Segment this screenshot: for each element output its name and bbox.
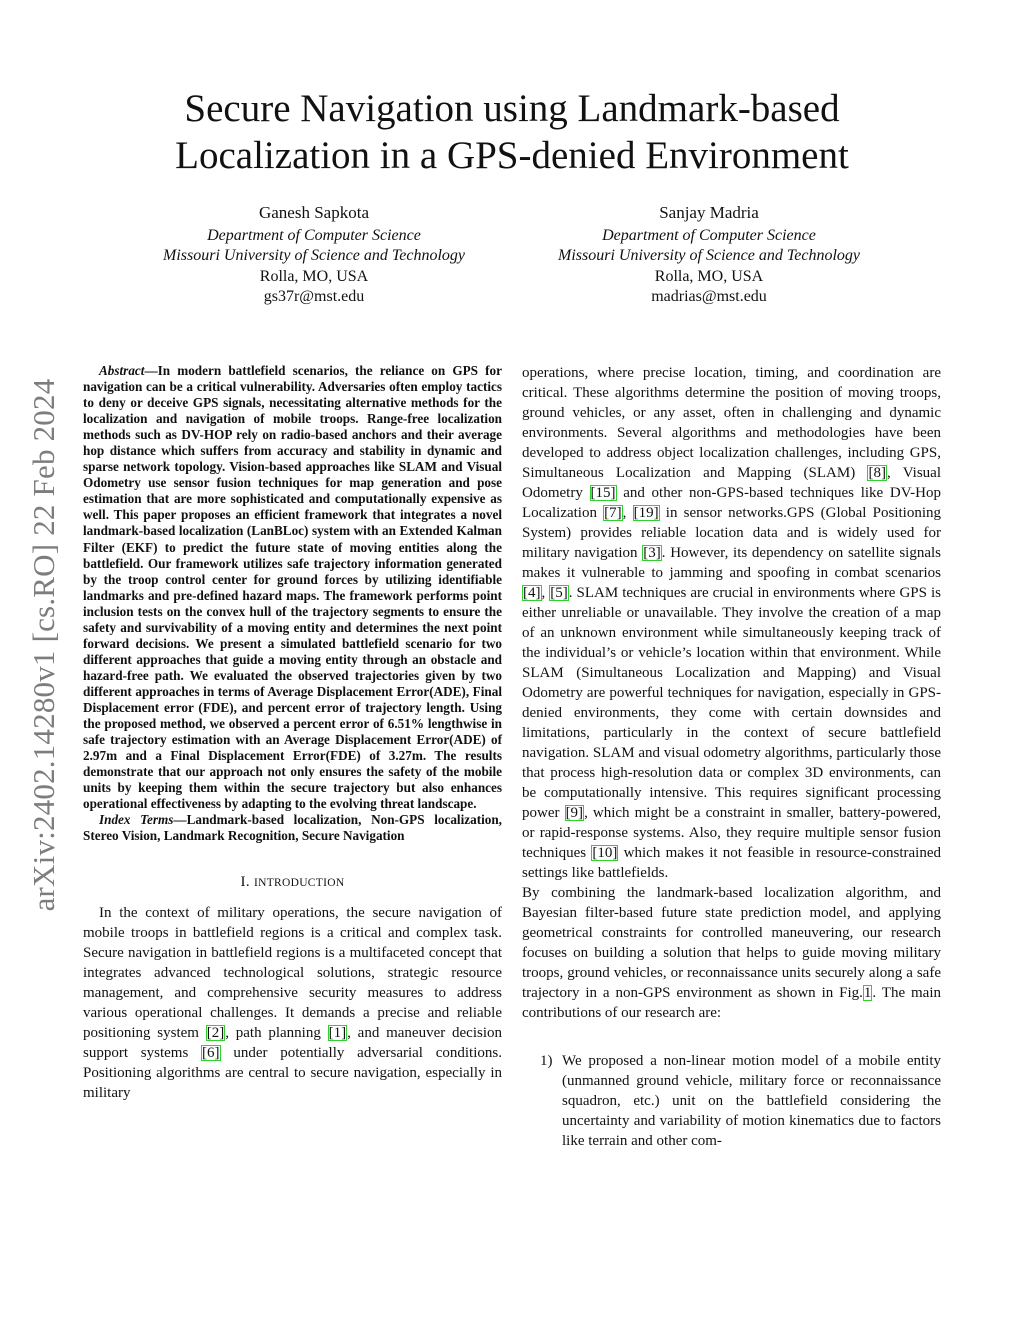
citation-link[interactable]: [9] [565,805,584,821]
arxiv-identifier: arXiv:2402.14280v1 [cs.RO] 22 Feb 2024 [26,378,61,912]
text-run: , [541,585,550,601]
author-name: Ganesh Sapkota [258,203,369,222]
author-university: Missouri University of Science and Technology [162,247,466,264]
text-run: In the context of military operations, the secure navigation of mobile troops in battlefield regions is a critical and complex task. Secure navigation in battlefield regions is a multifaceted concept that integrates advanced technological solutions, strategic resource management, and comprehensive security measures to address various operational challenges. It demands a precise and reliable positioning system [83,905,502,1042]
text-run: operations, where precise location, timing, and coordination are critical. These algorithms determine the position of moving troops, ground vehicles, or any asset, often in challenging and dynamic environments. Several algorithms and methodologies have been developed to address object localization challenges, including GPS, Simultaneous Localization and Mapping (SLAM) [522,365,941,481]
approach-paragraph [522,883,941,1023]
abstract-label: Abstract [99,363,145,378]
list-item-number: 1) [540,1053,553,1069]
citation-link[interactable]: [19] [633,505,659,521]
title-line-1: Secure Navigation using Landmark-based [184,87,840,130]
right-column [522,363,941,1151]
list-item [522,1051,941,1151]
index-terms [83,812,502,844]
author-city: Rolla, MO, USA [654,267,764,285]
text-run: , and maneuver decision support systems [83,1025,502,1062]
citation-link[interactable]: [4] [523,585,541,601]
citation-link[interactable]: [5] [550,585,568,601]
figure-link[interactable]: 1 [863,985,872,1001]
section-heading-introduction [83,872,502,893]
text-run: and other non-GPS-based techniques like DV-Hop Localization [522,485,941,521]
citation-link[interactable]: [7] [604,505,622,521]
paper-title [100,85,924,179]
citation-link[interactable]: [3] [643,545,661,561]
title-line-2: Localization in a GPS-denied Environment [175,134,849,177]
author-university: Missouri University of Science and Technology [557,247,861,264]
index-terms-label: Index Terms [99,812,174,828]
citation-link[interactable]: [15] [590,485,616,501]
intro-continuation-paragraph [522,363,941,883]
contributions-list [522,1051,941,1151]
author-department: Department of Computer Science [207,226,421,244]
text-run: under potentially adversarial conditions. Positioning algorithms are central to secure navigation, especially in military [83,1045,502,1102]
text-run: , path planning [225,1025,328,1042]
author-email: madrias@mst.edu [651,288,767,305]
text-run: By combining the landmark-based localization algorithm, and Bayesian filter-based future state prediction model, and applying geometrical constraints for controlled maneuvering, our research focuses on building a solution that helps to guide moving military troops, ground vehicles, or reconnaissance units securely along a safe trajectory in a non-GPS environment as shown in Fig. [522,885,941,1001]
citation-link[interactable]: [1] [328,1025,347,1042]
text-run: . SLAM techniques are crucial in environments where GPS is either unreliable or unavailable. They involve the creation of a map of an unknown environment while simultaneously keeping track of the individual’s or vehicle’s location within that environment. While SLAM (Simultaneous Localization and Mapping) and Visual Odometry are powerful techniques for navigation, especially in GPS-denied environments, they come with certain downsides and limitations, particularly in the context of secure battlefield navigation. SLAM and visual odometry algorithms, particularly those that process high-resolution data or complex 3D environments, can be computationally intensive. This requires significant processing power [522,585,942,821]
citation-link[interactable]: [2] [206,1025,225,1042]
intro-paragraph [83,903,502,1103]
author-email: gs37r@mst.edu [263,288,365,305]
section-title: INTRODUCTION [253,877,345,890]
author-block-1 [134,203,494,308]
text-run: , [622,505,633,521]
text-run: in sensor networks.GPS (Global Positioning System) provides reliable location data and is widely used for military navigation [522,505,941,561]
author-city: Rolla, MO, USA [259,267,369,285]
author-block-2 [529,203,889,308]
list-item-text: We proposed a non-linear motion model of a mobile entity (unmanned ground vehicle, military force or reconnaissance squadron, etc.) unit on the battlefield considering the uncertainty and variability of motion kinematics due to factors like terrain and other com- [562,1053,941,1149]
citation-link[interactable]: [6] [202,1045,220,1062]
text-run: , which might be a constraint in smaller, battery-powered, or rapid-response systems. Also, they require multiple sensor fusion techniques [522,805,941,861]
citation-link[interactable]: [8] [868,465,886,481]
citation-link[interactable]: [10] [592,845,618,861]
abstract [83,363,502,812]
text-run: , Visual Odometry [522,465,941,501]
text-run: . The main contributions of our research are: [522,985,941,1021]
text-run: . However, its dependency on satellite signals makes it vulnerable to jamming and spoofing in combat scenarios [522,545,941,581]
author-department: Department of Computer Science [602,226,816,244]
author-name: Sanjay Madria [659,203,759,222]
index-terms-text: —Landmark-based localization, Non-GPS localization, Stereo Vision, Landmark Recognition, Secure Navigation [83,812,502,844]
section-number: I. [240,874,254,891]
abstract-text: —In modern battlefield scenarios, the reliance on GPS for navigation can be a critical vulnerability. Adversaries often employ tactics to deny or deceive GPS signals, necessitating alternative methods for the localization and navigation of mobile troops. Range-free localization methods such as DV-HOP rely on radio-based anchors and their average hop distance which suffers from accuracy and stability in dynamic and sparse network topology. Vision-based approaches like SLAM and Visual Odometry use sensor fusion techniques for map generation and pose estimation that are more sophisticated and computationally expensive as well. This paper proposes an efficient framework that integrates a novel landmark-based localization (LanBLoc) system with an Extended Kalman Filter (EKF) to predict the future state of moving entities along the battlefield. Our framework utilizes safe trajectory information generated by the troop control center for ground forces by utilizing identifiable landmarks and pre-defined hazard maps. The framework performs point inclusion tests on the convex hull of the trajectory segments to ensure the safety and survivability of a moving entity and determines the next point forward decisions. We present a simulated battlefield scenario for two different approaches that guide a moving entity through an obstacle and hazard-free path. We evaluated the observed trajectories given by two different approaches in terms of Average Displacement Error(ADE), Final Displacement error (FDE), and percent error of trajectory length. Using the proposed method, we observed a percent error of 6.51% lengthwise in safe trajectory estimation with an Average Displacement Error(ADE) of 2.97m and a Final Displacement Error(FDE) of 3.27m. The results demonstrate that our approach not only ensures the safety of the mobile units by keeping them within the secure trajectory but also enhances operational effectiveness by adapting to the evolving threat landscape. [83,363,502,812]
text-run: which makes it not feasible in resource-constrained settings like battlefields. [522,845,941,881]
left-column [83,363,502,1103]
